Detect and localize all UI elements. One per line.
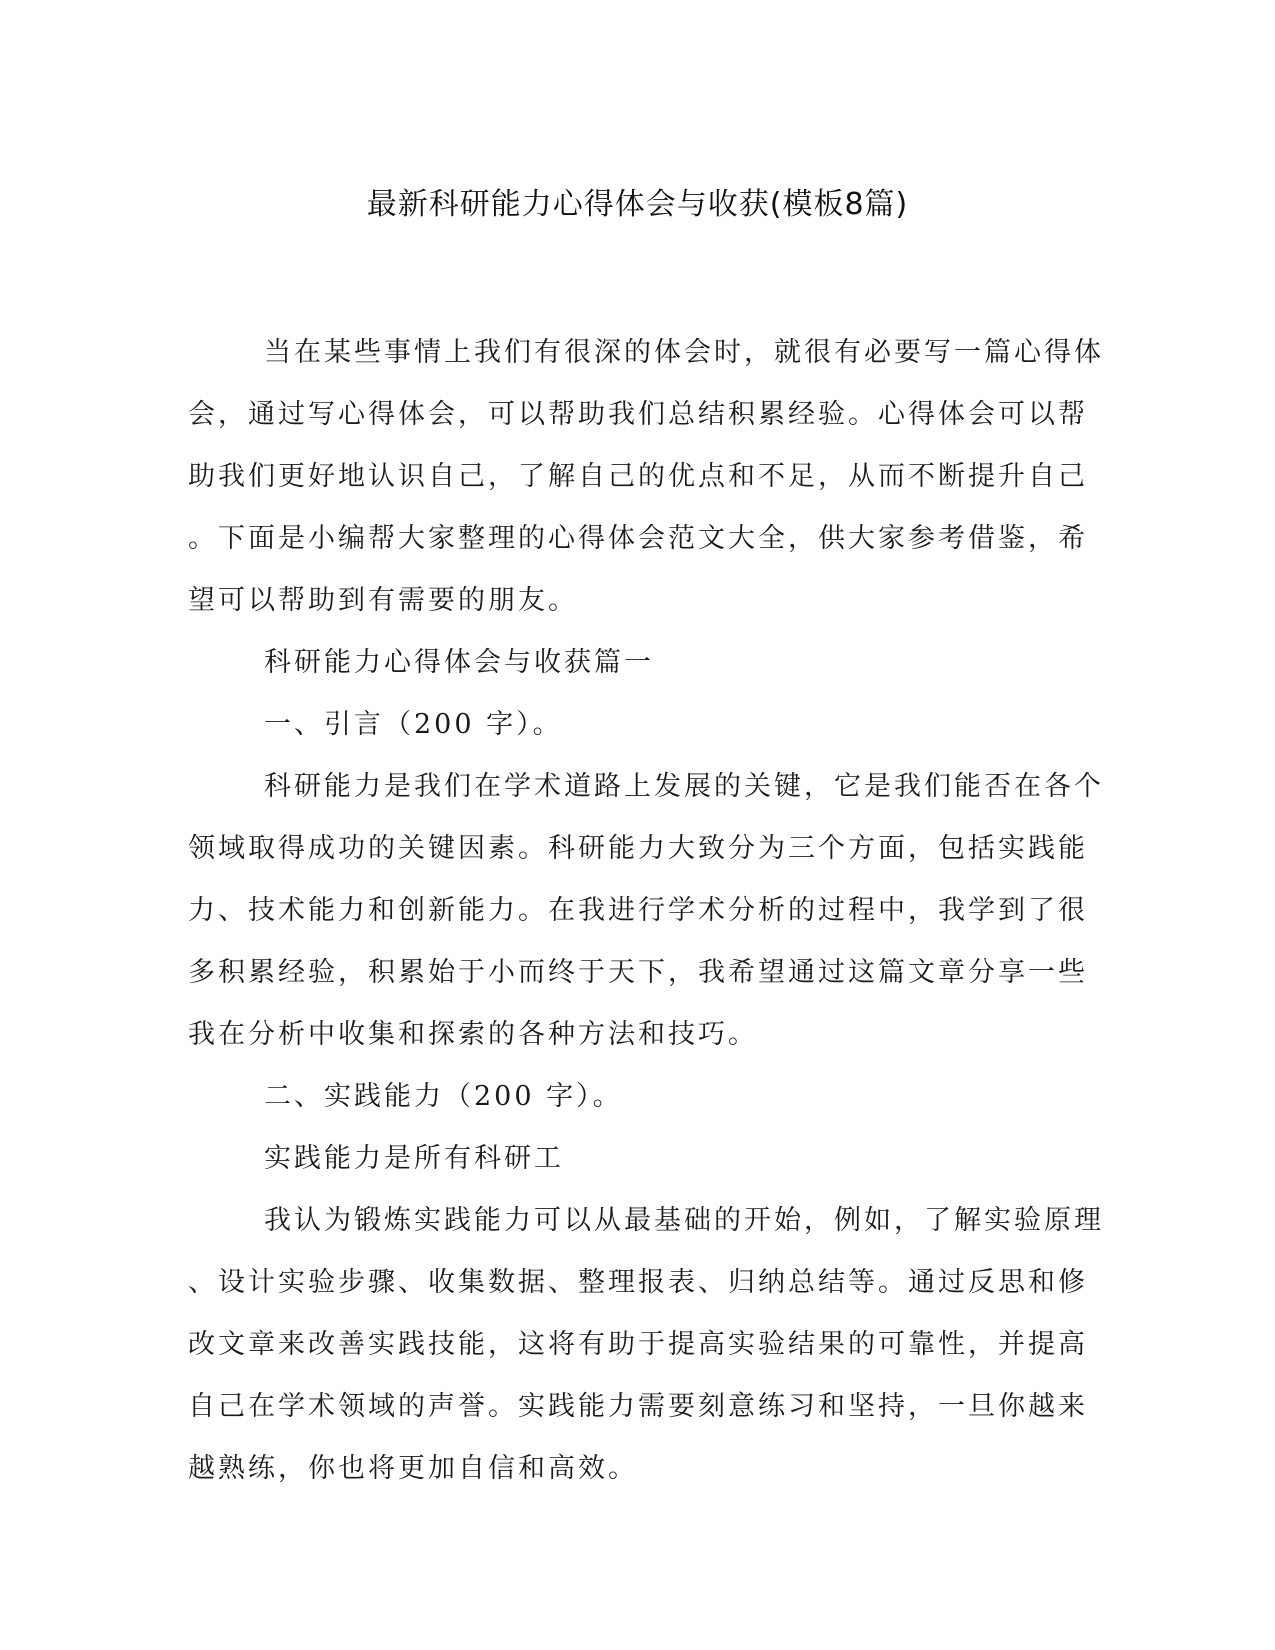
text-line: 多积累经验，积累始于小而终于天下，我希望通过这篇文章分享一些 <box>188 957 1088 988</box>
text-line: 科研能力心得体会与收获篇一 <box>264 647 654 678</box>
text-line: 改文章来改善实践技能，这将有助于提高实验结果的可靠性，并提高 <box>188 1329 1088 1360</box>
text-line: 、设计实验步骤、收集数据、整理报表、归纳总结等。通过反思和修 <box>188 1267 1088 1298</box>
text-line: 。下面是小编帮大家整理的心得体会范文大全，供大家参考借鉴，希 <box>188 523 1088 554</box>
section-heading-part-one <box>188 632 1068 694</box>
paragraph-intro <box>188 322 1104 632</box>
text-line: 助我们更好地认识自己，了解自己的优点和不足，从而不断提升自己 <box>188 461 1088 492</box>
text-line: 领域取得成功的关键因素。科研能力大致分为三个方面，包括实践能 <box>188 833 1088 864</box>
text-line: 力、技术能力和创新能力。在我进行学术分析的过程中，我学到了很 <box>188 895 1088 926</box>
text-line: 二、实践能力（200 字）。 <box>264 1081 623 1112</box>
paragraph-practice-detail <box>188 1190 1104 1500</box>
section-heading-introduction <box>188 694 1068 756</box>
text-line: 一、引言（200 字）。 <box>264 709 563 740</box>
document-body <box>188 322 1104 1500</box>
text-line: 自己在学术领域的声誉。实践能力需要刻意练习和坚持，一旦你越来 <box>188 1391 1088 1422</box>
text-line: 我认为锻炼实践能力可以从最基础的开始，例如，了解实验原理 <box>264 1205 1104 1236</box>
paragraph-practice-short <box>188 1128 1068 1190</box>
document-title: 最新科研能力心得体会与收获(模板8篇) <box>366 187 909 222</box>
text-line: 科研能力是我们在学术道路上发展的关键，它是我们能否在各个 <box>264 771 1104 802</box>
text-line: 越熟练，你也将更加自信和高效。 <box>188 1453 638 1484</box>
text-line: 当在某些事情上我们有很深的体会时，就很有必要写一篇心得体 <box>264 337 1104 368</box>
text-line: 实践能力是所有科研工 <box>264 1143 564 1174</box>
text-line: 望可以帮助到有需要的朋友。 <box>188 585 578 616</box>
text-line: 我在分析中收集和探索的各种方法和技巧。 <box>188 1019 758 1050</box>
text-line: 会，通过写心得体会，可以帮助我们总结积累经验。心得体会可以帮 <box>188 399 1088 430</box>
paragraph-research-ability <box>188 756 1104 1066</box>
section-heading-practice <box>188 1066 1068 1128</box>
